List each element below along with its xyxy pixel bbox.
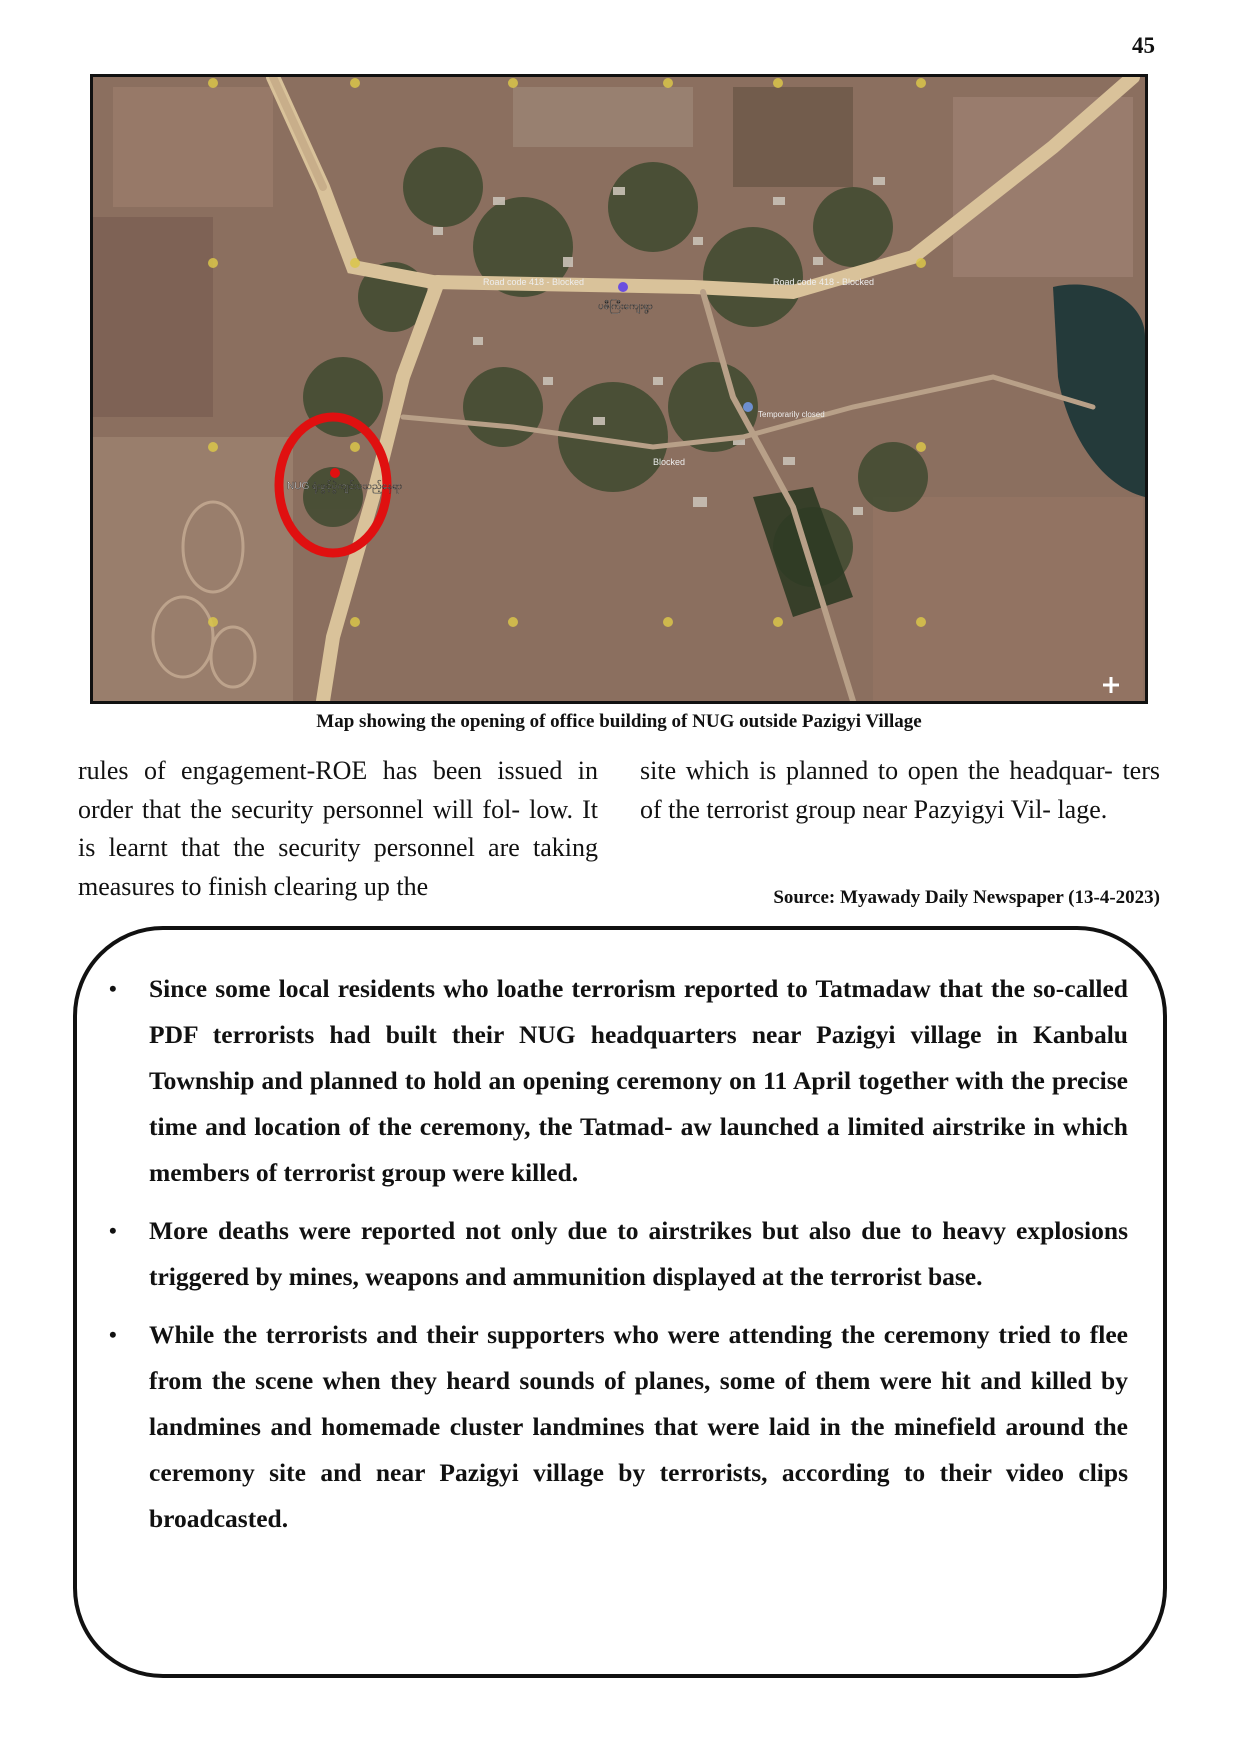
bullet-icon: • xyxy=(109,976,117,1001)
list-item xyxy=(103,966,1128,1196)
village-marker-label: ပဇီကြီးကျေးရွာ xyxy=(598,301,653,312)
road-label-1: Road code 418 - Blocked xyxy=(483,277,585,287)
body-left-column: rules of engagement-ROE has been issued in order that the security personnel will fol- low. It is learnt that the security personnel are taking measures to finish clearing up the xyxy=(78,756,598,901)
road-label-3: Blocked xyxy=(653,457,686,467)
bullet-icon: • xyxy=(109,1218,117,1243)
list-item xyxy=(103,1312,1128,1542)
map-caption: Map showing the opening of office building of NUG outside Pazigyi Village xyxy=(316,711,922,732)
body-right-column: site which is planned to open the headquar- ters of the terrorist group near Pazyigyi Vil- lage. xyxy=(640,756,1160,824)
village-marker-icon xyxy=(618,282,628,292)
bullet-text: More deaths were reported not only due to airstrikes but also due to heavy explosions triggered by mines, weapons and ammunition displayed at the terrorist base. xyxy=(149,1216,1128,1291)
closed-place-marker-icon xyxy=(743,402,753,412)
satellite-map xyxy=(90,74,1148,704)
nug-marker-label: NUG ရုံးဖွင့်ပွဲကျင်းပသည့်နေရာ xyxy=(287,481,403,492)
source-citation: Source: Myawady Daily Newspaper (13-4-2023) xyxy=(773,887,1160,908)
road-label-2: Road code 418 - Blocked xyxy=(773,277,875,287)
list-item xyxy=(103,1208,1128,1300)
nug-marker-icon xyxy=(330,468,340,478)
bullet-text: Since some local residents who loathe terrorism reported to Tatmadaw that the so-called PDF terrorists had built their NUG headquarters near Pazigyi village in Kanbalu Township and planned to hold an opening ceremony on 11 April together with the precise time and location of the ceremony, the Tatmad- aw launched a limited airstrike in which members of terrorist group were killed. xyxy=(149,974,1128,1187)
bullet-icon: • xyxy=(109,1322,117,1347)
page-number: 45 xyxy=(1132,33,1155,58)
closed-place-label: Temporarily closed xyxy=(758,410,825,419)
bullet-text: While the terrorists and their supporters who were attending the ceremony tried to flee from the scene when they heard sounds of planes, some of them were hit and killed by landmines and homemade cluster landmines that were laid in the minefield around the ceremony site and near Pazigyi village by terrorists, according to their video clips broadcasted. xyxy=(149,1320,1128,1533)
summary-bullets xyxy=(103,966,1128,1554)
